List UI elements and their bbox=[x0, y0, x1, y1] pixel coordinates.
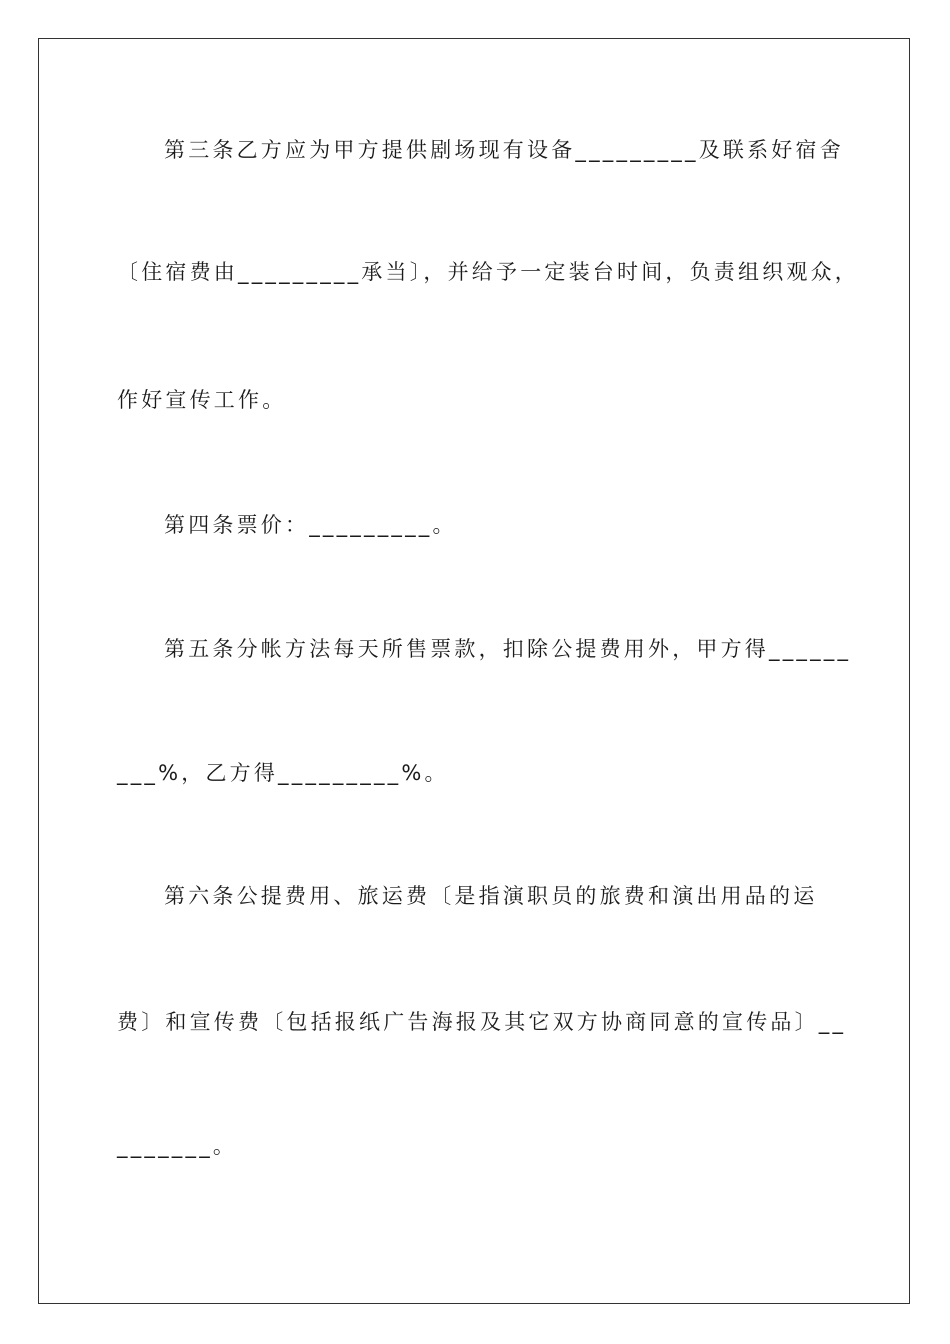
clause-4-line-1: 第四条票价：_________。 bbox=[164, 513, 457, 537]
page-border bbox=[38, 38, 910, 1304]
clause-3-line-2: 〔住宿费由_________承当〕，并给予一定装台时间，负责组织观众， bbox=[117, 260, 859, 284]
clause-5-line-2: ___%，乙方得_________%。 bbox=[117, 761, 449, 785]
clause-5-line-1: 第五条分帐方法每天所售票款，扣除公提费用外，甲方得______ bbox=[164, 637, 852, 661]
clause-3-line-1: 第三条乙方应为甲方提供剧场现有设备_________及联系好宿舍 bbox=[164, 138, 844, 162]
clause-6-line-3: _______。 bbox=[117, 1134, 238, 1158]
clause-6-line-2: 费〕和宣传费〔包括报纸广告海报及其它双方协商同意的宣传品〕__ bbox=[117, 1010, 847, 1034]
clause-6-line-1: 第六条公提费用、旅运费〔是指演职员的旅费和演出用品的运 bbox=[164, 884, 818, 908]
clause-3-line-3: 作好宣传工作。 bbox=[117, 388, 287, 412]
